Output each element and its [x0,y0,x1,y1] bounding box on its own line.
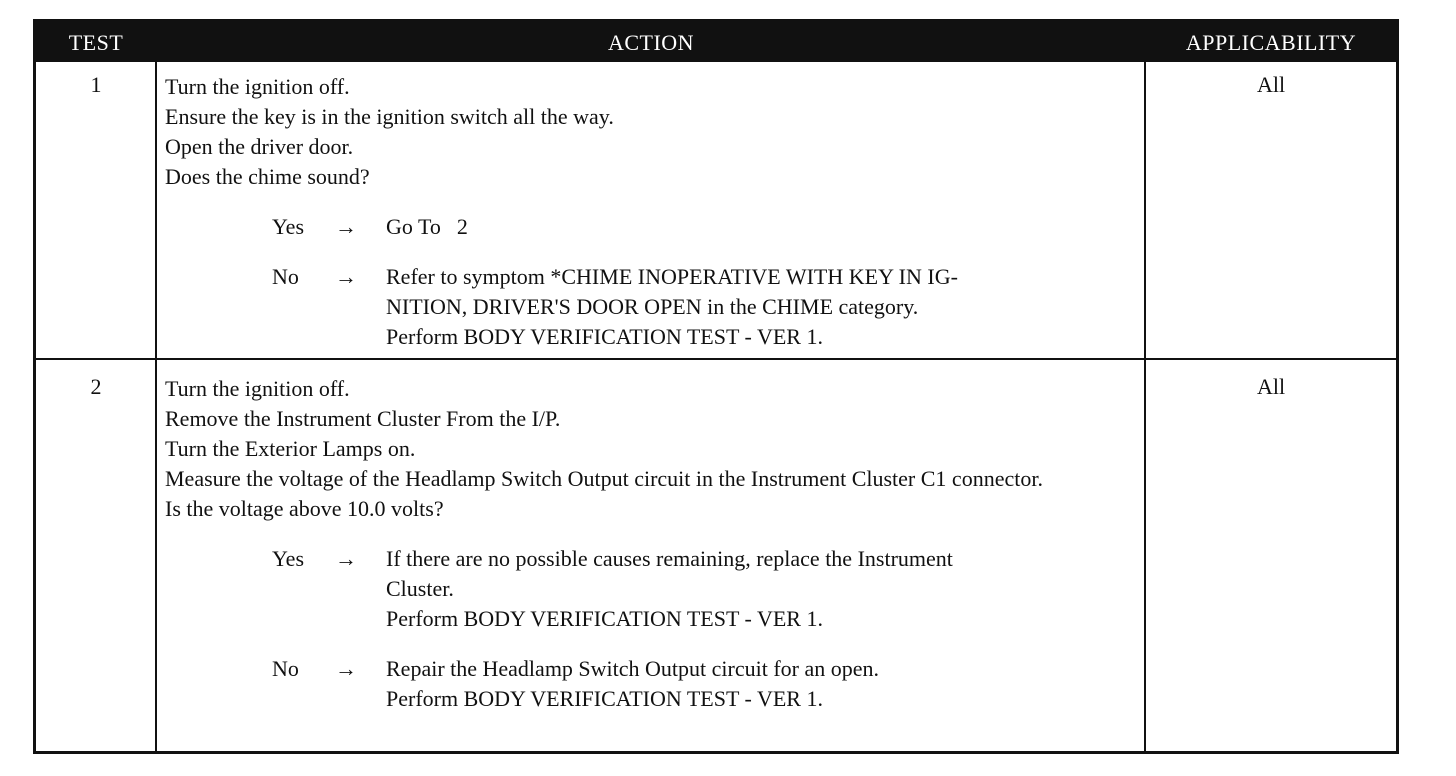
branch-line: NITION, DRIVER'S DOOR OPEN in the CHIME category. [386,294,919,319]
no-branch-1 [165,262,1138,352]
header-applicability: APPLICABILITY [1185,30,1357,55]
no-label: No [272,264,299,289]
branch-line: If there are no possible causes remaining, replace the Instrument [386,546,953,571]
yes-branch-2 [165,544,1138,634]
column-divider-applicability [1144,62,1146,754]
action-cell-1 [165,72,1138,352]
action-cell-2 [165,374,1138,714]
branch-line: Perform BODY VERIFICATION TEST - VER 1. [386,686,823,711]
header-test: TEST [68,30,124,55]
table-header-row [36,22,1396,62]
step-text: Turn the ignition off. [165,376,350,401]
test-number-1: 1 [90,72,102,97]
right-arrow-icon: → [335,656,357,681]
branch-line: Refer to symptom *CHIME INOPERATIVE WITH KEY IN IG- [386,264,958,289]
step-text: Measure the voltage of the Headlamp Switch Output circuit in the Instrument Cluster C1 connector. [165,466,1043,491]
goto-target-link[interactable]: 2 [456,214,468,239]
branch-line: Cluster. [386,576,454,601]
step-text: Does the chime sound? [165,164,370,189]
column-divider-test [155,62,157,754]
step-text: Is the voltage above 10.0 volts? [165,496,444,521]
step-text: Turn the Exterior Lamps on. [165,436,416,461]
no-branch-2 [165,654,1138,714]
step-text: Turn the ignition off. [165,74,350,99]
branch-line: Repair the Headlamp Switch Output circuit for an open. [386,656,880,681]
yes-label: Yes [272,546,305,571]
no-label: No [272,656,299,681]
applicability-2: All [1256,374,1286,399]
right-arrow-icon: → [335,214,357,239]
branch-line: Perform BODY VERIFICATION TEST - VER 1. [386,606,823,631]
diagnostic-test-table [33,19,1399,754]
step-text: Ensure the key is in the ignition switch all the way. [165,104,614,129]
test-number-2: 2 [90,374,102,399]
goto-text: Go To [386,214,441,239]
right-arrow-icon: → [335,264,357,289]
yes-label: Yes [272,214,305,239]
step-text: Open the driver door. [165,134,354,159]
branch-line: Perform BODY VERIFICATION TEST - VER 1. [386,324,823,349]
row-divider [36,358,1396,360]
right-arrow-icon: → [335,546,357,571]
yes-branch-1 [165,212,1138,242]
applicability-1: All [1256,72,1286,97]
header-action: ACTION [607,30,695,55]
step-text: Remove the Instrument Cluster From the I/P. [165,406,561,431]
